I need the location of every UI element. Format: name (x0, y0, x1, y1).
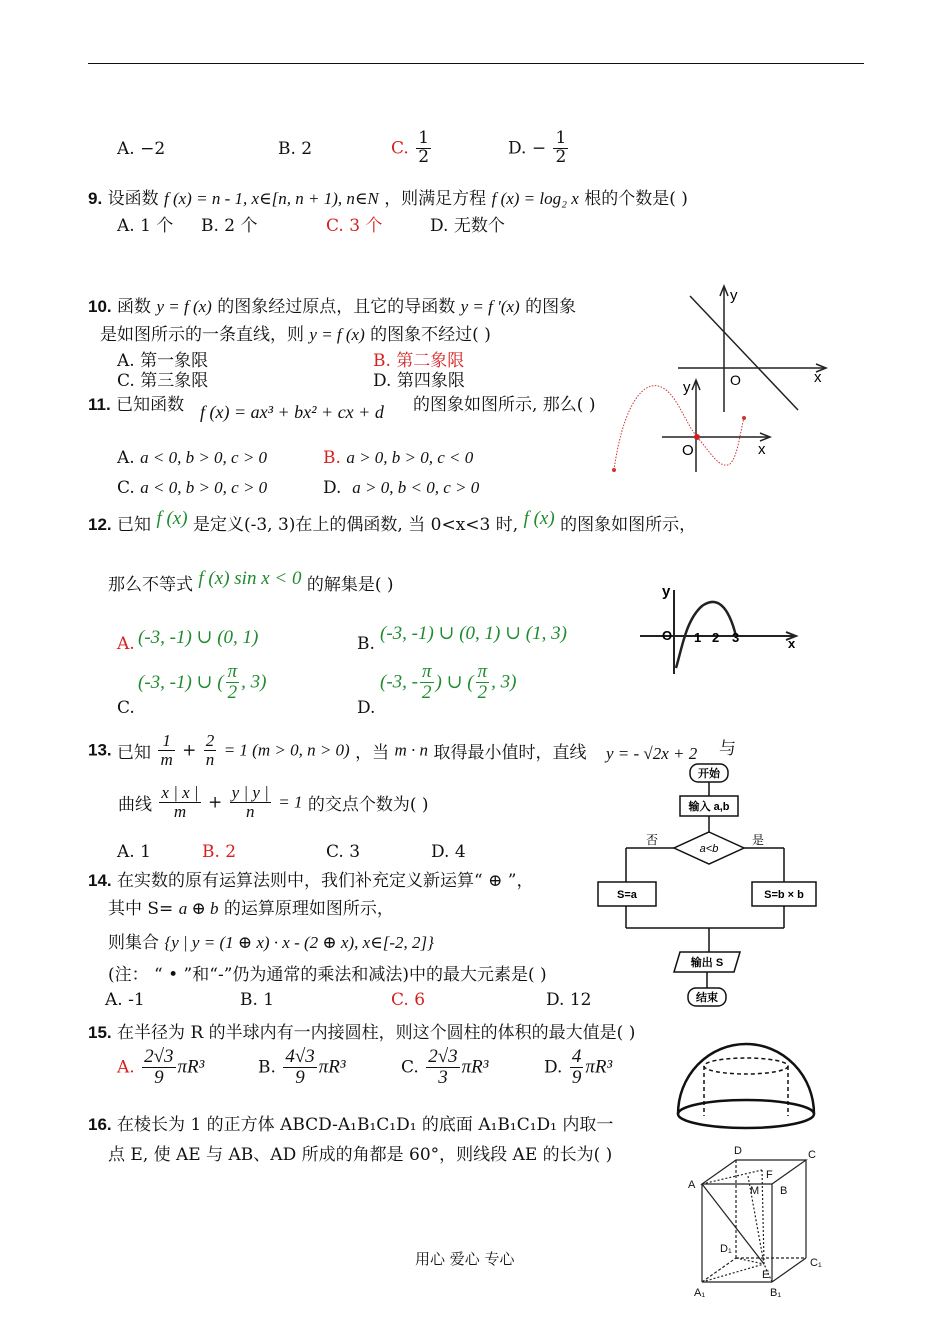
q15-number: 15. (88, 1023, 112, 1042)
q8-option-c-fraction (416, 130, 431, 167)
vertex-d1: D₁ (720, 1243, 732, 1255)
q13-option-c: C. 3 (326, 842, 361, 862)
q10-option-d: D. 第四象限 (373, 371, 465, 391)
q15-option-c-label: C. (401, 1057, 419, 1078)
q14-text-c: 的运算原理如图所示， (223, 899, 394, 919)
q10-text-e: 的图象不经过( ) (370, 325, 491, 345)
q13-option-b: B. 2 (202, 842, 237, 862)
q9-formula-2: f (x) = log₂ x (491, 189, 579, 208)
fraction-denominator: 9 (295, 1066, 305, 1088)
flowchart-no-label: 否 (646, 833, 659, 847)
q13-mn: m · n (394, 740, 429, 760)
q11-option-d-label: D. (323, 478, 342, 498)
q11-formula: f (x) = ax³ + bx² + cx + d (200, 402, 384, 422)
x-label: x (814, 369, 822, 386)
q15-option-b-fraction (283, 1047, 316, 1088)
q10-number: 10. (88, 297, 112, 316)
q8-option-d (508, 130, 570, 167)
q12-line-1 (88, 510, 696, 536)
fraction-denominator: 3 (438, 1066, 448, 1088)
fraction-denominator: m (173, 801, 187, 821)
q12-inequality: f (x) sin x < 0 (198, 568, 302, 589)
q16-cube-figure (682, 1142, 832, 1302)
q14-set: {y | y = (1 ⊕ x) · x - (2 ⊕ x), x∈[-2, 2]} (164, 933, 434, 952)
q14-option-a: A. -1 (105, 990, 145, 1010)
q14-option-b: B. 1 (240, 990, 275, 1010)
q11-option-c-label: C. (117, 478, 135, 498)
fraction-denominator: n (246, 801, 255, 821)
q13-line-2 (118, 784, 429, 821)
q12-text-d: 那么不等式 (108, 575, 193, 595)
fraction-numerator: 1 (555, 128, 567, 148)
q14-number: 14. (88, 871, 112, 890)
q11-option-a (117, 448, 267, 468)
y-label: y (730, 287, 738, 304)
tick-1: 1 (694, 630, 702, 645)
fraction-numerator: 2 (205, 731, 215, 750)
fraction-numerator: y | y | (231, 783, 269, 802)
q12-option-c-fraction (226, 662, 240, 703)
q8-option-d-fraction (553, 130, 568, 167)
vertex-a1: A₁ (694, 1287, 706, 1299)
q13-text-d: 与 (719, 739, 736, 759)
q11-option-d-text: a > 0, b < 0, c > 0 (352, 478, 480, 497)
q12-option-b-text: (-3, -1) ∪ (0, 1) ∪ (1, 3) (380, 623, 567, 644)
q14-line-3 (108, 928, 434, 953)
q13-fraction-1 (158, 732, 174, 769)
q13-line-equation: y = - √2x + 2 (606, 744, 698, 763)
origin-label: O (682, 442, 694, 459)
q13-fraction-2 (204, 732, 217, 769)
q13-number: 13. (88, 740, 112, 760)
fraction-denominator: 2 (555, 146, 567, 167)
x-label: x (788, 636, 796, 651)
q12-option-d-fraction-2 (476, 662, 490, 703)
header-rule (88, 63, 864, 64)
q12-option-d-part-1: (-3, - (380, 671, 418, 693)
q13-text-b: ，当 (355, 742, 390, 763)
function-curve (676, 602, 736, 668)
cube-hidden-edge (702, 1258, 736, 1282)
vertex-b: B (780, 1185, 788, 1197)
q9-option-b: B. 2 个 (201, 216, 258, 236)
q15-option-a-label: A. (117, 1057, 135, 1078)
cubic-curve (614, 386, 744, 470)
q12-option-d-label: D. (357, 698, 376, 718)
fraction-numerator: 2√3 (144, 1046, 174, 1067)
fraction-numerator: 1 (158, 732, 174, 751)
page-footer: 用心 爱心 专心 (415, 1250, 515, 1268)
q14-text-a: 在实数的原有运算法则中，我们补充定义新运算“ ⊕ ”， (117, 871, 534, 891)
fraction-numerator: 4 (571, 1046, 582, 1067)
q9-option-a: A. 1 个 (117, 216, 174, 236)
q12-option-a-label: A. (117, 634, 135, 654)
q11-number: 11. (88, 395, 111, 414)
origin-label: O (662, 628, 673, 643)
vertex-b1: B₁ (770, 1287, 782, 1299)
q9-text-b: ，则满足方程 (384, 189, 487, 209)
flowchart-yes-label: 是 (752, 833, 765, 847)
q9-option-c: C. 3 个 (326, 216, 383, 236)
q12-text-b: 是定义(-3, 3)在上的偶函数, 当 0<x<3 时, (192, 515, 519, 535)
q9-text-a: 设函数 (107, 189, 159, 209)
q13-curve-fraction-2 (230, 784, 271, 821)
q15-option-a (117, 1047, 204, 1088)
q13-text-c: 取得最小值时，直线 (433, 742, 587, 763)
fraction-denominator: m (160, 749, 173, 769)
q11-text-b: 的图象如图所示, 那么( ) (413, 395, 596, 415)
q11-option-b-label: B. (323, 448, 341, 468)
origin-label: O (730, 372, 741, 388)
q12-function-graph (636, 578, 806, 678)
q10-text-b: 的图象经过原点，且它的导函数 (217, 297, 456, 317)
q14-line-2 (108, 894, 394, 919)
q14-operation: a ⊕ b (178, 899, 219, 918)
fraction-numerator: 2√3 (428, 1046, 458, 1067)
q11-option-a-text: a < 0, b > 0, c > 0 (140, 448, 268, 467)
q14-text-b: 其中 S= (108, 899, 174, 919)
flowchart-input-label: 输入 a,b (688, 801, 730, 813)
cube-edge (772, 1258, 806, 1282)
q12-option-d-text (380, 662, 516, 703)
fraction-numerator: 1 (418, 128, 430, 148)
q13-text-a: 已知 (117, 742, 152, 763)
q14-text-d: 则集合 (108, 933, 159, 953)
q8-option-a: A. −2 (117, 139, 166, 159)
cylinder-top (704, 1058, 788, 1074)
fraction-numerator: 4√3 (285, 1046, 315, 1067)
q12-text-a: 已知 (117, 515, 152, 535)
q12-option-d-part-2: ) ∪ ( (435, 671, 474, 693)
q15-option-d-tail: πR³ (585, 1056, 613, 1078)
q15-option-d (544, 1047, 612, 1088)
q15-option-a-tail: πR³ (177, 1056, 205, 1078)
q12-line-2 (108, 570, 394, 596)
q10-option-c: C. 第三象限 (117, 371, 209, 391)
q12-option-d-fraction-1 (420, 662, 434, 703)
q15-option-d-label: D. (544, 1057, 563, 1078)
x-label: x (758, 441, 766, 458)
q8-option-c (391, 130, 433, 167)
fraction-denominator: 9 (154, 1066, 164, 1088)
q9-option-d: D. 无数个 (430, 216, 505, 236)
q12-function-1: f (x) (156, 508, 188, 529)
fraction-denominator: 2 (422, 681, 432, 703)
q10-formula-1: y = f (x) (156, 297, 212, 316)
q15-option-b (258, 1047, 346, 1088)
flowchart-assign-a-label: S=a (617, 889, 637, 901)
fraction-numerator: π (477, 661, 488, 682)
q15-option-a-fraction (142, 1047, 175, 1088)
q12-option-c-text (138, 662, 266, 703)
fraction-numerator: π (421, 661, 432, 682)
fraction-denominator: 2 (418, 146, 430, 167)
vertex-a: A (688, 1179, 696, 1191)
q13-option-d: D. 4 (431, 842, 466, 862)
flowchart-assign-b-label: S=b × b (764, 889, 804, 901)
q14-option-d: D. 12 (546, 990, 592, 1010)
flowchart-decision-label: a<b (699, 843, 719, 855)
flowchart-output-label: 输出 S (690, 957, 724, 969)
fraction-numerator: x | x | (161, 783, 199, 802)
q11-option-c (117, 478, 267, 498)
q13-plus: + (182, 740, 197, 761)
q13-condition: = 1 (m > 0, n > 0) (223, 740, 350, 760)
tick-3: 3 (732, 630, 740, 645)
curve-endpoint-left (612, 468, 616, 472)
q10-option-a: A. 第一象限 (117, 351, 209, 371)
origin-point (694, 434, 700, 440)
q14-flowchart (594, 760, 820, 1012)
curve-endpoint-right (742, 416, 746, 420)
q12-option-c-label: C. (117, 698, 135, 718)
fraction-denominator: 2 (477, 681, 488, 703)
q11-option-c-text: a < 0, b > 0, c > 0 (140, 478, 268, 497)
q13-curve-plus: + (208, 792, 223, 813)
fraction-denominator: n (205, 749, 215, 769)
q10-line-1 (88, 292, 576, 317)
q8-option-c-label: C. (391, 138, 409, 159)
q15-option-b-label: B. (258, 1057, 276, 1078)
point-e: E (762, 1269, 770, 1281)
q9-stem (88, 184, 688, 209)
q14-option-c: C. 6 (391, 990, 426, 1010)
tick-2: 2 (712, 630, 720, 645)
q16-line-1 (88, 1110, 613, 1135)
fraction-denominator: 2 (227, 681, 238, 703)
y-label: y (662, 583, 671, 600)
q12-text-c: 的图象如图所示， (560, 515, 697, 535)
flowchart-start-label: 开始 (698, 768, 720, 780)
q12-text-e: 的解集是( ) (306, 575, 394, 595)
q15-option-c-fraction (426, 1047, 459, 1088)
q9-text-c: 根的个数是( ) (584, 189, 688, 209)
q11-cubic-graph (602, 372, 782, 484)
q10-text-a: 函数 (117, 297, 152, 317)
q12-option-c-part-1: (-3, -1) ∪ ( (138, 671, 224, 693)
q12-number: 12. (88, 515, 112, 534)
q13-option-a: A. 1 (117, 842, 151, 862)
fraction-numerator: π (227, 661, 238, 682)
q10-line-2 (100, 320, 491, 345)
q13-curve-fraction-1 (159, 784, 200, 821)
q12-function-2: f (x) (523, 508, 555, 529)
point-f: F (766, 1169, 773, 1181)
q15-option-b-tail: πR³ (318, 1056, 346, 1078)
segment-a1e (702, 1264, 764, 1282)
q11-stem (88, 390, 184, 415)
y-label: y (683, 379, 691, 396)
point-m: M (750, 1185, 760, 1197)
q16-text-b: 点 E, 使 AE 与 AB、AD 所成的角都是 60°，则线段 AE 的长为( ) (108, 1145, 613, 1165)
q15-option-d-fraction (570, 1047, 584, 1088)
q12-option-d-part-3: , 3) (491, 671, 517, 693)
hemisphere-base (678, 1100, 814, 1128)
q10-formula-2: y = f ′(x) (460, 297, 520, 316)
q12-option-c-part-2: , 3) (241, 671, 267, 693)
q9-formula-1: f (x) = n - 1, x∈[n, n + 1), n∈N (164, 189, 379, 208)
q15-text: 在半径为 R 的半球内有一内接圆柱，则这个圆柱的体积的最大值是( ) (117, 1023, 636, 1043)
q9-number: 9. (88, 189, 103, 208)
q15-option-c-tail: πR³ (461, 1056, 489, 1078)
q15-stem (88, 1018, 635, 1043)
q8-option-b: B. 2 (278, 139, 313, 159)
q10-text-c: 的图象 (525, 297, 577, 317)
vertex-c: C (808, 1149, 816, 1161)
q15-option-c (401, 1047, 488, 1088)
q10-formula-3: y = f (x) (309, 325, 365, 344)
q13-text-f: 的交点个数为( ) (307, 794, 429, 815)
q11-option-b-text: a > 0, b > 0, c < 0 (346, 448, 474, 467)
q13-curve-equals: = 1 (278, 792, 303, 812)
fraction-denominator: 9 (571, 1066, 582, 1088)
q16-number: 16. (88, 1115, 112, 1134)
vertex-c1: C₁ (810, 1257, 822, 1269)
q10-option-b: B. 第二象限 (373, 351, 465, 371)
q11-option-a-label: A. (117, 448, 135, 468)
q8-option-d-label: D. − (508, 138, 547, 159)
q14-note: (注： “ • ”和“-”仍为通常的乘法和减法)中的最大元素是( ) (108, 965, 547, 985)
vertex-d: D (734, 1145, 742, 1157)
q11-option-b (323, 448, 473, 468)
q12-option-a-text: (-3, -1) ∪ (0, 1) (138, 627, 259, 648)
q11-option-d (323, 478, 479, 498)
q13-line-1 (88, 732, 586, 769)
flowchart-end-label: 结束 (696, 992, 718, 1004)
q16-text-a: 在棱长为 1 的正方体 ABCD-A₁B₁C₁D₁ 的底面 A₁B₁C₁D₁ 内取一 (117, 1115, 614, 1135)
q13-text-e: 曲线 (118, 794, 152, 815)
q15-hemisphere-figure (672, 1030, 822, 1132)
q11-text-a: 已知函数 (116, 395, 185, 415)
q14-line-1 (88, 866, 533, 891)
q12-option-b-label: B. (357, 634, 375, 654)
q10-text-d: 是如图所示的一条直线，则 (100, 325, 304, 345)
